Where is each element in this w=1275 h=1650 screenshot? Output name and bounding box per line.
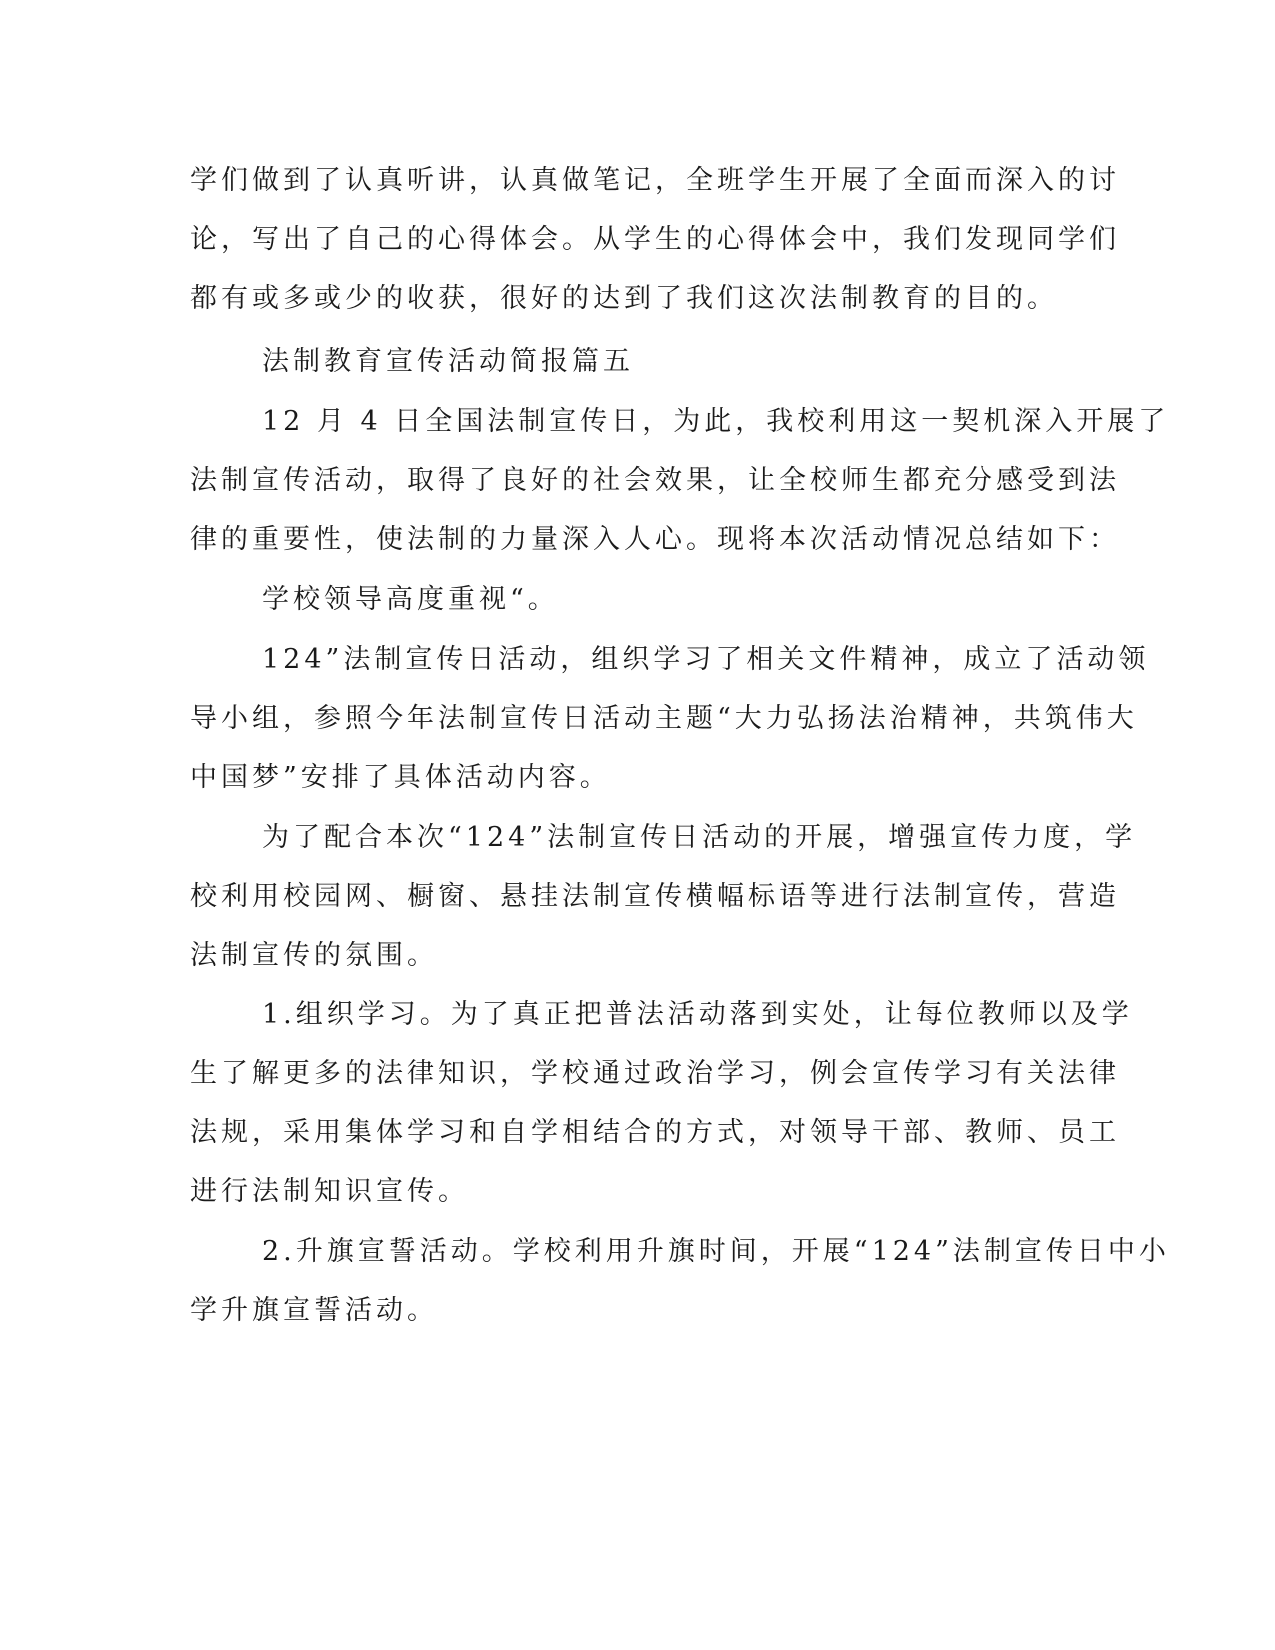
section-heading: 法制教育宣传活动简报篇五 [262,346,634,377]
text-line: 导小组，参照今年法制宣传日活动主题“大力弘扬法治精神，共筑伟大 [190,703,1138,734]
text-line: 学们做到了认真听讲，认真做笔记，全班学生开展了全面而深入的讨 [190,165,1120,196]
text-line: 学升旗宣誓活动。 [190,1295,438,1326]
text-line: 1.组织学习。为了真正把普法活动落到实处，让每位教师以及学 [262,999,1133,1030]
text-line: 都有或多或少的收获，很好的达到了我们这次法制教育的目的。 [190,283,1058,314]
text-line: 律的重要性，使法制的力量深入人心。现将本次活动情况总结如下： [190,524,1120,555]
text-line: 124”法制宣传日活动，组织学习了相关文件精神，成立了活动领 [262,644,1150,675]
text-line: 法规，采用集体学习和自学相结合的方式，对领导干部、教师、员工 [190,1117,1120,1148]
text-line: 校利用校园网、橱窗、悬挂法制宣传横幅标语等进行法制宣传，营造 [190,881,1120,912]
text-line: 学校领导高度重视“。 [262,584,559,615]
text-line: 12 月 4 日全国法制宣传日，为此，我校利用这一契机深入开展了 [262,406,1170,437]
text-line: 进行法制知识宣传。 [190,1176,469,1207]
text-line: 2.升旗宣誓活动。学校利用升旗时间，开展“124”法制宣传日中小 [262,1236,1170,1267]
text-line: 法制宣传的氛围。 [190,940,438,971]
text-line: 为了配合本次“124”法制宣传日活动的开展，增强宣传力度，学 [262,822,1137,853]
text-line: 法制宣传活动，取得了良好的社会效果，让全校师生都充分感受到法 [190,465,1120,496]
text-line: 生了解更多的法律知识，学校通过政治学习，例会宣传学习有关法律 [190,1058,1120,1089]
text-line: 中国梦”安排了具体活动内容。 [190,762,611,793]
text-line: 论，写出了自己的心得体会。从学生的心得体会中，我们发现同学们 [190,224,1120,255]
